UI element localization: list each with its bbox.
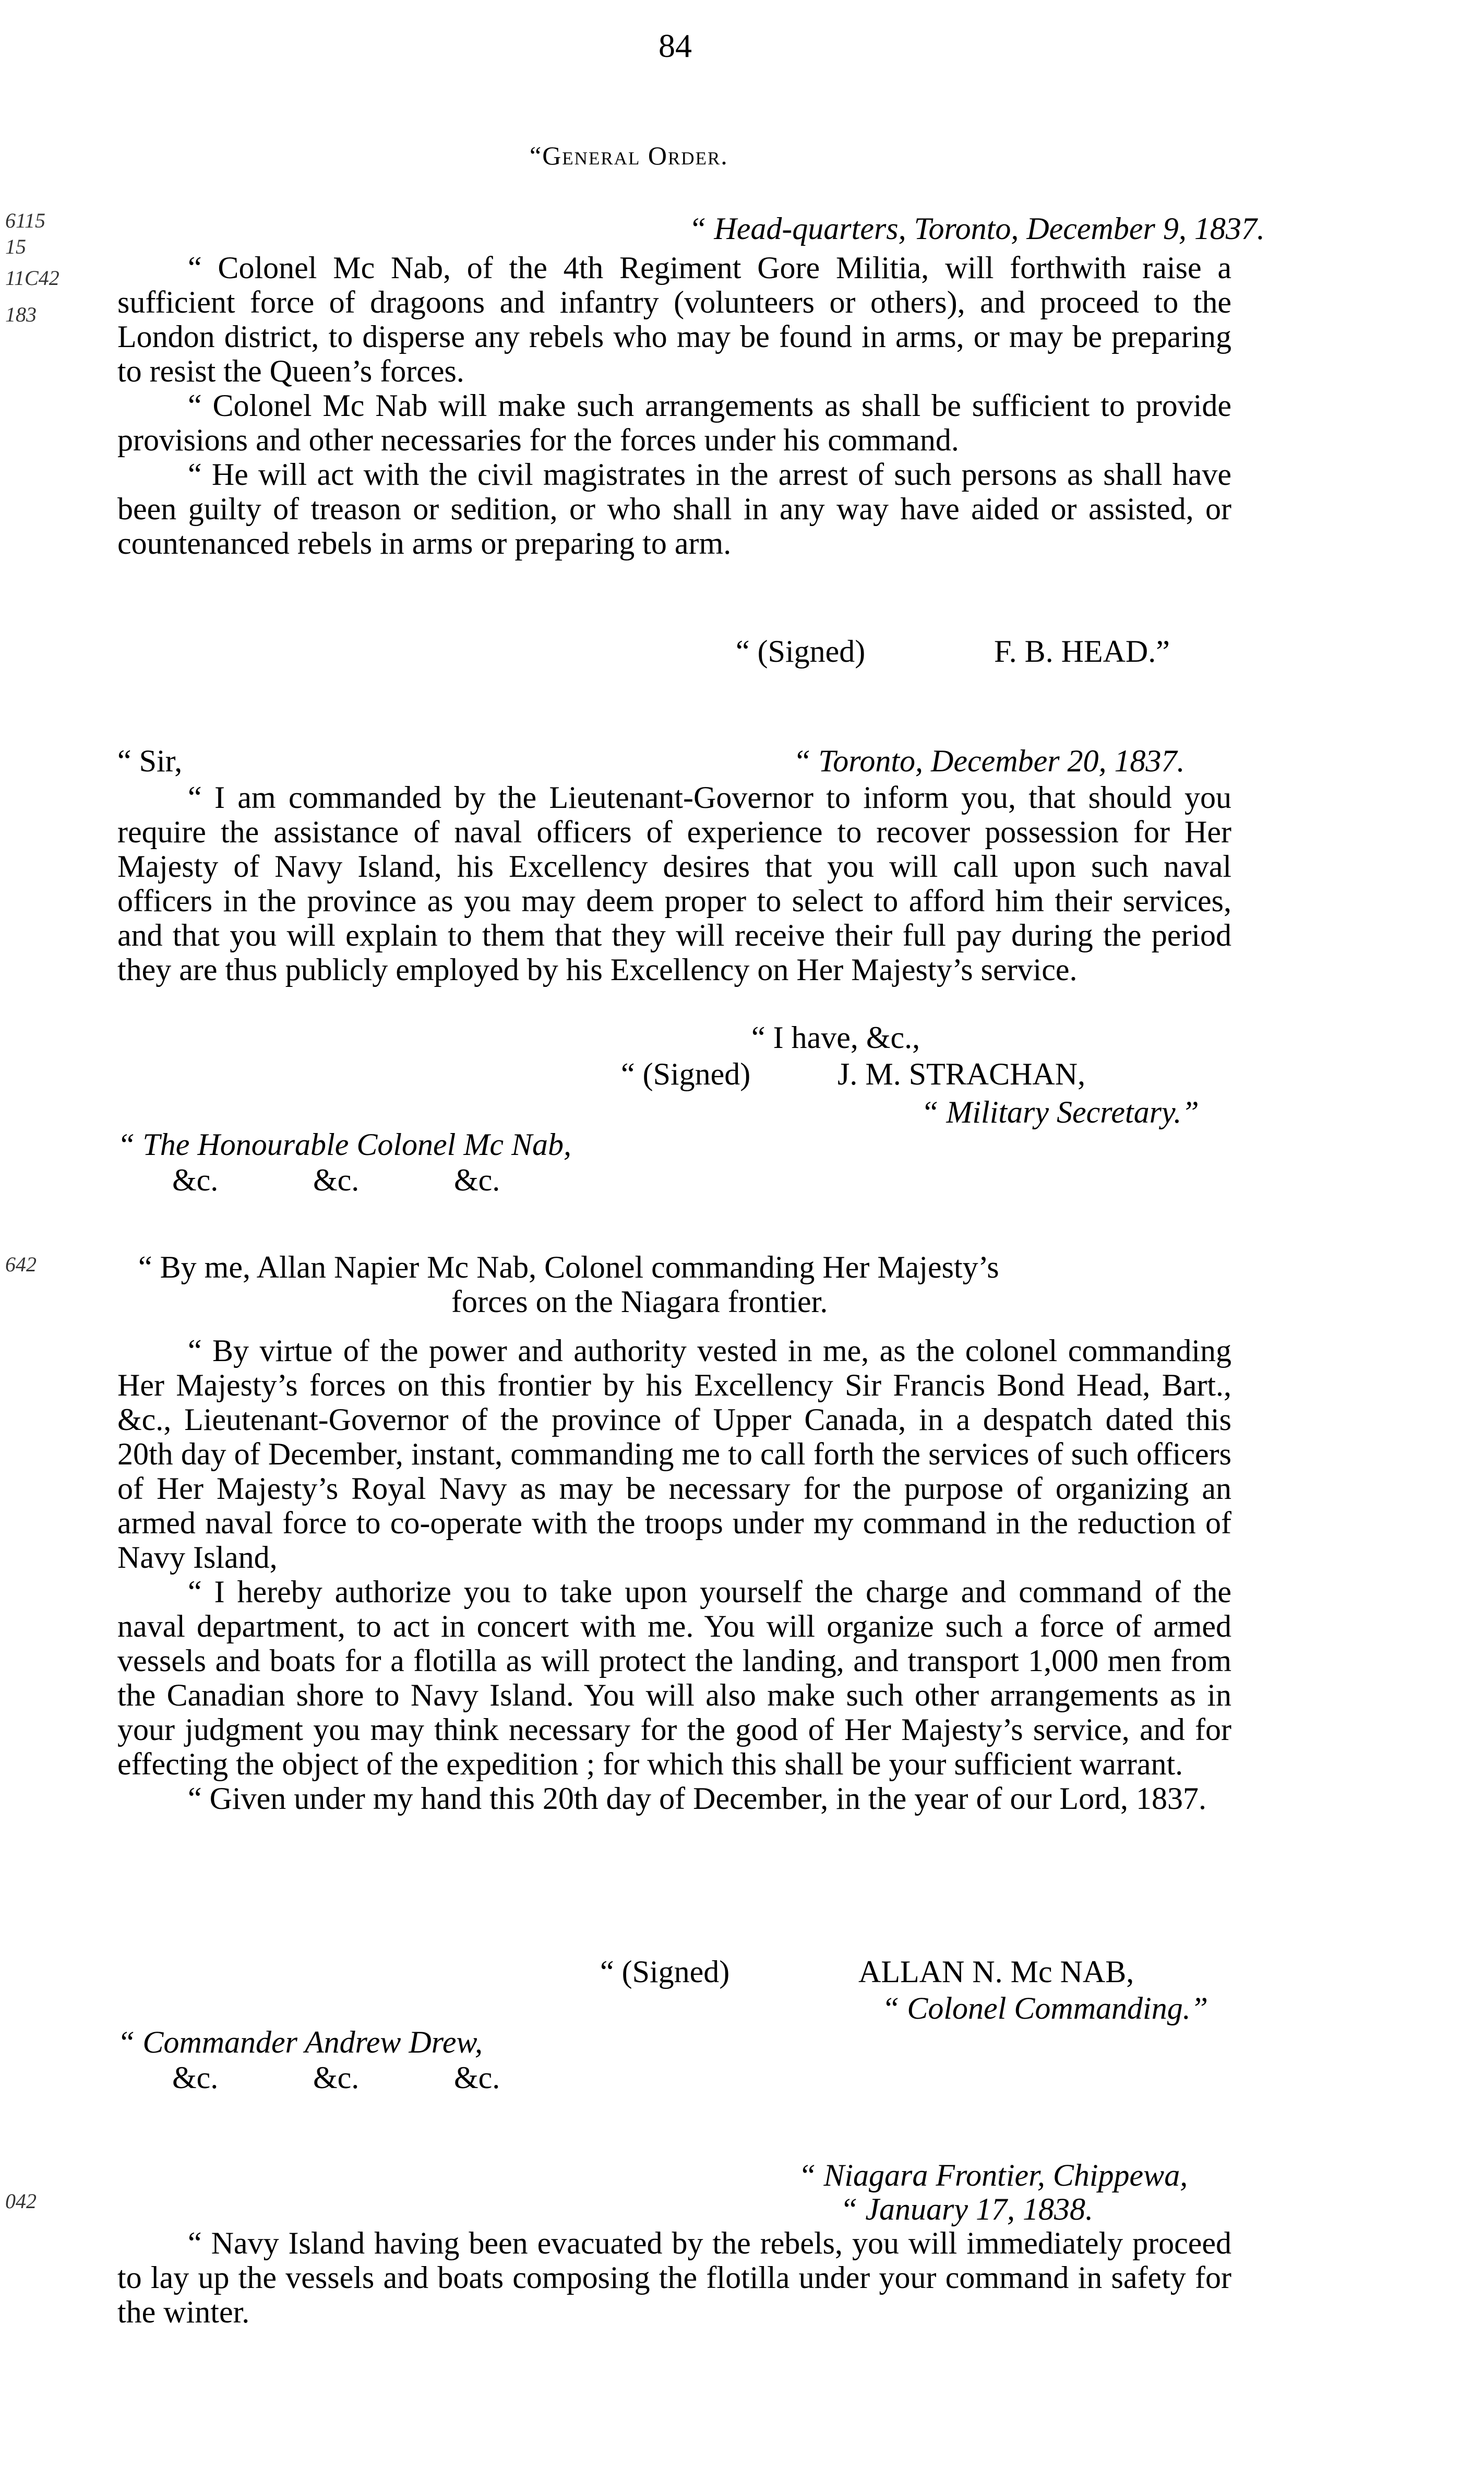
letter-body (117, 780, 1231, 987)
letter-addressee: “ The Honourable Colonel Mc Nab, (117, 1127, 571, 1162)
etc-text: &c. (313, 2060, 360, 2095)
general-order-paragraph: “ Colonel Mc Nab will make such arrangements as shall be sufficient to provide provisions and other necessaries for the forces under his command. (117, 388, 1231, 457)
authorization-etc-line (172, 2060, 595, 2095)
letter-closing: “ I have, &c., (751, 1020, 920, 1055)
general-order-signed-label: “ (Signed) (736, 634, 866, 669)
authorization-addressee: “ Commander Andrew Drew, (117, 2025, 483, 2059)
authorization-body (117, 1333, 1231, 1816)
authorization-paragraph: “ By virtue of the power and authority vested in me, as the colonel commanding Her Majesty’s forces on this frontier by his Excellency Sir Francis Bond Head, Bart., &c., Lieutenant-Governor of the province of Upper Canada, in a despatch dated this 20th day of December, instant, commanding me to call forth the services of such officers of Her Majesty’s Royal Navy as may be necessary for the purpose of organizing an armed naval force to co-operate with the troops under my command in the reduction of Navy Island, (117, 1333, 1231, 1575)
letter-etc-line (172, 1163, 595, 1197)
authorization-paragraph: “ Given under my hand this 20th day of December, in the year of our Lord, 1837. (188, 1781, 1207, 1816)
etc-text: &c. (172, 1163, 219, 1197)
authorization-signatory-title: “ Colonel Commanding.” (882, 1991, 1208, 2025)
letter-dateline: “ Toronto, December 20, 1837. (793, 744, 1185, 778)
margin-note-3: 11C42 (5, 266, 59, 290)
margin-note-4: 183 (5, 303, 37, 326)
authorization-opening-line1: “ By me, Allan Napier Mc Nab, Colonel commanding Her Majesty’s (138, 1250, 999, 1284)
etc-text: &c. (454, 1163, 500, 1197)
letter-paragraph: “ I am commanded by the Lieutenant-Governor to inform you, that should you require the assistance of naval officers of experience to recover possession for Her Majesty of Navy Island, his Excellency desires that you will call upon such naval officers in the province as you may deem proper to select to afford him their services, and that you will explain to them that they will receive their full pay during the period they are thus publicly employed by his Excellency on Her Majesty’s service. (117, 780, 1231, 987)
final-order-body (117, 2226, 1231, 2329)
authorization-opening (117, 1250, 1231, 1319)
letter-signatory: J. M. STRACHAN, (837, 1057, 1086, 1091)
general-order-paragraph: “ He will act with the civil magistrates in the arrest of such persons as shall have been guilty of treason or sedition, or who shall in any way have aided or assisted, or countenanced rebels in arms or preparing to arm. (117, 457, 1231, 561)
margin-note-2: 15 (5, 235, 26, 258)
margin-note-1: 6115 (5, 209, 46, 232)
etc-text: &c. (454, 2060, 500, 2095)
general-order-dateline: “ Head-quarters, Toronto, December 9, 1837. (689, 211, 1265, 246)
authorization-signed-label: “ (Signed) (600, 1954, 730, 1989)
final-order-dateline-line1: “ Niagara Frontier, Chippewa, (798, 2158, 1188, 2192)
page-number: 84 (659, 27, 692, 64)
letter-salutation: “ Sir, (117, 744, 183, 778)
letter-signed-label: “ (Signed) (621, 1057, 751, 1091)
etc-text: &c. (313, 1163, 360, 1197)
general-order-body (117, 251, 1231, 561)
general-order-signatory: F. B. HEAD.” (994, 634, 1170, 669)
final-order-paragraph: “ Navy Island having been evacuated by the rebels, you will immediately proceed to lay up the vessels and boats composing the flotilla under your command in safety for the winter. (117, 2226, 1231, 2329)
margin-note-5: 642 (5, 1253, 37, 1276)
letter-signatory-title: “ Military Secretary.” (921, 1095, 1199, 1129)
authorization-signatory: ALLAN N. Mc NAB, (858, 1954, 1134, 1989)
authorization-paragraph: “ I hereby authorize you to take upon yourself the charge and command of the naval department, to act in concert with me. You will organize such a force of armed vessels and boats for a flotilla as will protect the landing, and transport 1,000 men from the Canadian shore to Navy Island. You will also make such other arrangements as in your judgment you may think necessary for the good of Her Majesty’s service, and for effecting the object of the expedition ; for which this shall be your sufficient warrant. (117, 1575, 1231, 1781)
section-heading-general-order: “General Order. (530, 141, 728, 170)
margin-note-6: 042 (5, 2189, 37, 2213)
etc-text: &c. (172, 2060, 219, 2095)
general-order-paragraph: “ Colonel Mc Nab, of the 4th Regiment Gore Militia, will forthwith raise a sufficient force of dragoons and infantry (volunteers or others), and proceed to the London district, to disperse any rebels who may be found in arms, or may be preparing to resist the Queen’s forces. (117, 251, 1231, 388)
authorization-opening-line2: forces on the Niagara frontier. (451, 1284, 828, 1319)
final-order-dateline-line2: “ January 17, 1838. (840, 2192, 1093, 2226)
